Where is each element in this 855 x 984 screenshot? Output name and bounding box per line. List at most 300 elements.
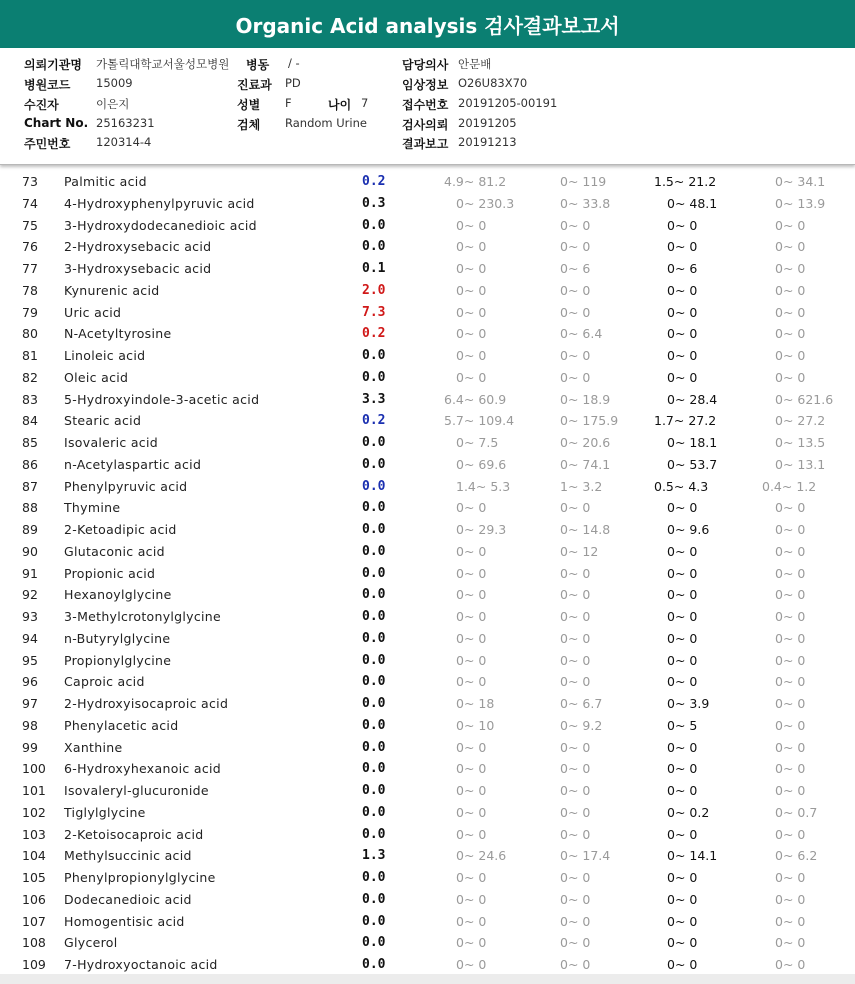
reference-range-3: 1.5~ 21.2 (654, 174, 717, 189)
reference-range-1: 0~ 0 (456, 913, 487, 929)
clinical-value: O26U83X70 (458, 76, 528, 90)
reference-range-3: 0~ 0 (667, 783, 698, 798)
reference-range-2: 0~ 0 (560, 500, 591, 516)
row-number: 99 (22, 739, 38, 755)
request-label: 검사의뢰 (402, 118, 449, 132)
result-value: 0.0 (362, 630, 386, 646)
row-number: 82 (22, 369, 38, 385)
table-row (0, 911, 855, 933)
receipt-label: 접수번호 (402, 98, 449, 112)
result-value: 0.2 (362, 413, 386, 429)
reference-range-1: 0~ 0 (456, 652, 487, 668)
reference-range-1: 0~ 10 (456, 717, 495, 733)
reference-range-2: 0~ 0 (560, 652, 591, 668)
reference-range-1: 0~ 0 (456, 326, 487, 342)
table-row (0, 497, 855, 519)
row-number: 88 (22, 500, 38, 516)
reference-range-3: 0~ 28.4 (667, 391, 718, 407)
compound-name: Propionic acid (64, 565, 156, 581)
request-value: 20191205 (458, 116, 517, 130)
table-row (0, 758, 855, 780)
table-row (0, 715, 855, 737)
compound-name: Oleic acid (64, 369, 129, 385)
reference-range-4: 0.4~ 1.2 (762, 478, 817, 494)
table-row (0, 737, 855, 759)
reference-range-3: 0~ 0 (667, 500, 698, 516)
reference-range-4: 0~ 0 (775, 369, 806, 385)
row-number: 102 (22, 804, 46, 820)
table-row (0, 236, 855, 258)
reference-range-4: 0~ 13.5 (775, 435, 826, 450)
reference-range-4: 0~ 0 (775, 326, 806, 342)
row-number: 74 (22, 195, 38, 211)
reference-range-1: 0~ 0 (456, 500, 487, 516)
reference-range-2: 0~ 14.8 (560, 522, 611, 537)
compound-name: Isovaleric acid (64, 435, 158, 450)
sex-label: 성별 (237, 98, 261, 112)
result-value: 0.0 (362, 348, 386, 363)
row-number: 106 (22, 891, 46, 907)
reference-range-3: 0~ 0 (667, 870, 698, 885)
compound-name: Stearic acid (64, 413, 142, 429)
row-number: 86 (22, 456, 38, 472)
reference-range-1: 0~ 7.5 (456, 435, 499, 450)
result-value: 0.0 (362, 239, 386, 255)
row-number: 104 (22, 848, 46, 864)
result-value: 0.0 (362, 543, 386, 559)
reference-range-1: 0~ 0 (456, 891, 487, 907)
reference-range-2: 0~ 0 (560, 935, 591, 951)
reference-range-1: 0~ 0 (456, 739, 487, 755)
ward-label: 병동 (246, 58, 270, 72)
reference-range-3: 0~ 9.6 (667, 522, 710, 537)
reference-range-1: 0~ 0 (456, 870, 487, 885)
reference-range-1: 0~ 0 (456, 609, 487, 624)
reference-range-4: 0~ 0 (775, 348, 806, 363)
reference-range-3: 0~ 0 (667, 282, 698, 298)
reference-range-3: 0~ 0 (667, 891, 698, 907)
compound-name: Phenylpyruvic acid (64, 478, 188, 494)
id-label: 주민번호 (24, 137, 71, 151)
clinical-label: 임상정보 (402, 78, 449, 92)
reference-range-2: 0~ 0 (560, 217, 591, 233)
hospital-label: 의뢰기관명 (24, 58, 82, 72)
reference-range-2: 0~ 12 (560, 543, 599, 559)
table-row (0, 628, 855, 650)
reference-range-3: 0~ 3.9 (667, 696, 710, 711)
hospital-value: 가톨릭대학교서울성모병원 (96, 57, 230, 71)
table-row (0, 584, 855, 606)
table-row (0, 410, 855, 432)
reference-range-3: 0~ 0 (667, 957, 698, 972)
result-value: 0.0 (362, 456, 386, 472)
compound-name: Phenylpropionylglycine (64, 870, 216, 885)
reference-range-4: 0~ 621.6 (775, 391, 834, 407)
table-row (0, 780, 855, 802)
result-value: 0.2 (362, 174, 386, 189)
reference-range-3: 0~ 0 (667, 739, 698, 755)
row-number: 91 (22, 565, 38, 581)
row-number: 80 (22, 326, 38, 342)
compound-name: 2-Ketoadipic acid (64, 522, 177, 537)
row-number: 83 (22, 391, 38, 407)
reference-range-3: 0~ 0 (667, 304, 698, 320)
reference-range-3: 0~ 53.7 (667, 456, 718, 472)
table-row (0, 606, 855, 628)
reference-range-4: 0~ 0 (775, 913, 806, 929)
reference-range-1: 0~ 230.3 (456, 195, 515, 211)
compound-name: Palmitic acid (64, 174, 147, 189)
reference-range-4: 0~ 27.2 (775, 413, 826, 429)
reference-range-1: 0~ 0 (456, 282, 487, 298)
compound-name: Isovaleryl-glucuronide (64, 783, 209, 798)
reference-range-2: 0~ 33.8 (560, 195, 611, 211)
row-number: 76 (22, 239, 38, 255)
row-number: 109 (22, 957, 46, 972)
row-number: 84 (22, 413, 38, 429)
reference-range-1: 0~ 0 (456, 935, 487, 951)
chart-value: 25163231 (96, 116, 155, 130)
row-number: 90 (22, 543, 38, 559)
compound-name: 3-Hydroxydodecanedioic acid (64, 217, 257, 233)
reference-range-1: 0~ 0 (456, 674, 487, 690)
table-row (0, 845, 855, 867)
table-row (0, 280, 855, 302)
reference-range-1: 0~ 0 (456, 761, 487, 777)
table-row (0, 432, 855, 454)
reference-range-4: 0~ 0.7 (775, 804, 818, 820)
compound-name: Thymine (64, 500, 121, 516)
table-row (0, 867, 855, 889)
reference-range-2: 0~ 0 (560, 282, 591, 298)
result-value: 0.0 (362, 804, 386, 820)
reference-range-3: 0~ 14.1 (667, 848, 718, 864)
specimen-label: 검체 (237, 118, 261, 132)
reference-range-2: 0~ 0 (560, 304, 591, 320)
code-label: 병원코드 (24, 78, 71, 92)
code-value: 15009 (96, 76, 133, 90)
dept-label: 진료과 (237, 78, 272, 92)
reference-range-4: 0~ 0 (775, 609, 806, 624)
reference-range-1: 0~ 18 (456, 696, 495, 711)
table-row (0, 323, 855, 345)
row-number: 75 (22, 217, 38, 233)
row-number: 93 (22, 609, 38, 624)
compound-name: Propionylglycine (64, 652, 172, 668)
compound-name: n-Acetylaspartic acid (64, 456, 202, 472)
reference-range-1: 0~ 0 (456, 348, 487, 363)
result-value: 0.0 (362, 435, 386, 450)
row-number: 81 (22, 348, 38, 363)
reference-range-2: 0~ 0 (560, 369, 591, 385)
id-value: 120314-4 (96, 135, 152, 149)
dept-value: PD (285, 76, 301, 90)
reference-range-1: 0~ 29.3 (456, 522, 507, 537)
table-row (0, 258, 855, 280)
reference-range-4: 0~ 0 (775, 239, 806, 255)
compound-name: Uric acid (64, 304, 122, 320)
compound-name: Dodecanedioic acid (64, 891, 192, 907)
reference-range-3: 0~ 0 (667, 239, 698, 255)
table-row (0, 193, 855, 215)
result-value: 0.0 (362, 957, 386, 972)
row-number: 107 (22, 913, 46, 929)
table-row (0, 215, 855, 237)
ward-value: / - (288, 56, 300, 70)
reference-range-3: 0~ 0 (667, 587, 698, 603)
reference-range-4: 0~ 0 (775, 304, 806, 320)
table-row (0, 541, 855, 563)
compound-name: Glycerol (64, 935, 118, 951)
reference-range-3: 0~ 0 (667, 369, 698, 385)
reference-range-4: 0~ 0 (775, 935, 806, 951)
row-number: 108 (22, 935, 46, 951)
compound-name: Xanthine (64, 739, 123, 755)
reference-range-2: 0~ 6.4 (560, 326, 603, 342)
reference-range-4: 0~ 0 (775, 543, 806, 559)
result-value: 0.0 (362, 826, 386, 842)
compound-name: 5-Hydroxyindole-3-acetic acid (64, 391, 260, 407)
row-number: 97 (22, 696, 38, 711)
table-row (0, 476, 855, 498)
result-value: 0.2 (362, 326, 386, 342)
report-label: 결과보고 (402, 137, 449, 151)
reference-range-4: 0~ 0 (775, 891, 806, 907)
reference-range-2: 0~ 0 (560, 348, 591, 363)
reference-range-2: 0~ 0 (560, 674, 591, 690)
row-number: 73 (22, 174, 38, 189)
reference-range-1: 0~ 24.6 (456, 848, 507, 864)
reference-range-1: 0~ 0 (456, 261, 487, 276)
result-value: 0.0 (362, 717, 386, 733)
reference-range-4: 0~ 0 (775, 282, 806, 298)
compound-name: Phenylacetic acid (64, 717, 179, 733)
compound-name: 2-Hydroxysebacic acid (64, 239, 212, 255)
result-value: 0.0 (362, 565, 386, 581)
reference-range-4: 0~ 6.2 (775, 848, 818, 864)
table-row (0, 345, 855, 367)
table-row (0, 671, 855, 693)
reference-range-4: 0~ 0 (775, 261, 806, 276)
result-value: 0.0 (362, 913, 386, 929)
reference-range-2: 0~ 0 (560, 630, 591, 646)
reference-range-1: 0~ 0 (456, 804, 487, 820)
result-value: 0.0 (362, 609, 386, 624)
sex-value: F (285, 96, 292, 110)
reference-range-2: 0~ 0 (560, 609, 591, 624)
compound-name: Glutaconic acid (64, 543, 165, 559)
compound-name: 2-Hydroxyisocaproic acid (64, 696, 229, 711)
results-table (0, 171, 855, 976)
result-value: 0.0 (362, 500, 386, 516)
table-row (0, 824, 855, 846)
reference-range-1: 0~ 0 (456, 783, 487, 798)
reference-range-3: 0.5~ 4.3 (654, 478, 709, 494)
reference-range-4: 0~ 0 (775, 565, 806, 581)
reference-range-2: 0~ 20.6 (560, 435, 611, 450)
reference-range-2: 0~ 0 (560, 957, 591, 972)
reference-range-1: 0~ 0 (456, 543, 487, 559)
reference-range-1: 0~ 69.6 (456, 456, 507, 472)
table-row (0, 650, 855, 672)
row-number: 103 (22, 826, 46, 842)
table-row (0, 932, 855, 954)
reference-range-1: 0~ 0 (456, 304, 487, 320)
result-value: 0.0 (362, 870, 386, 885)
collector-value: 이은지 (96, 97, 130, 111)
table-row (0, 563, 855, 585)
reference-range-4: 0~ 0 (775, 696, 806, 711)
row-number: 100 (22, 761, 46, 777)
age-value: 7 (361, 96, 369, 110)
specimen-value: Random Urine (285, 116, 367, 130)
reference-range-1: 0~ 0 (456, 957, 487, 972)
row-number: 85 (22, 435, 38, 450)
compound-name: N-Acetyltyrosine (64, 326, 172, 342)
reference-range-3: 0~ 0 (667, 761, 698, 777)
reference-range-4: 0~ 13.1 (775, 456, 826, 472)
reference-range-1: 0~ 0 (456, 239, 487, 255)
reference-range-3: 0~ 6 (667, 261, 698, 276)
reference-range-3: 0~ 0 (667, 326, 698, 342)
result-value: 0.0 (362, 217, 386, 233)
reference-range-4: 0~ 0 (775, 717, 806, 733)
reference-range-1: 0~ 0 (456, 369, 487, 385)
result-value: 0.0 (362, 761, 386, 777)
reference-range-1: 6.4~ 60.9 (444, 391, 507, 407)
reference-range-1: 0~ 0 (456, 630, 487, 646)
compound-name: Hexanoylglycine (64, 587, 172, 603)
reference-range-2: 0~ 0 (560, 239, 591, 255)
compound-name: Linoleic acid (64, 348, 146, 363)
reference-range-2: 0~ 0 (560, 804, 591, 820)
reference-range-2: 0~ 0 (560, 870, 591, 885)
doctor-value: 안문배 (458, 57, 492, 71)
result-value: 0.1 (362, 261, 386, 276)
reference-range-1: 0~ 0 (456, 217, 487, 233)
row-number: 87 (22, 478, 38, 494)
compound-name: 3-Methylcrotonylglycine (64, 609, 222, 624)
reference-range-1: 0~ 0 (456, 826, 487, 842)
reference-range-4: 0~ 0 (775, 500, 806, 516)
table-row (0, 302, 855, 324)
result-value: 0.0 (362, 587, 386, 603)
reference-range-4: 0~ 13.9 (775, 195, 826, 211)
reference-range-1: 1.4~ 5.3 (456, 478, 511, 494)
row-number: 96 (22, 674, 38, 690)
result-value: 0.0 (362, 478, 386, 494)
reference-range-2: 1~ 3.2 (560, 478, 603, 494)
reference-range-2: 0~ 0 (560, 913, 591, 929)
reference-range-4: 0~ 0 (775, 674, 806, 690)
table-row (0, 693, 855, 715)
reference-range-3: 0~ 0 (667, 826, 698, 842)
reference-range-4: 0~ 0 (775, 761, 806, 777)
reference-range-3: 0~ 0 (667, 565, 698, 581)
compound-name: Kynurenic acid (64, 282, 160, 298)
reference-range-2: 0~ 17.4 (560, 848, 611, 864)
reference-range-1: 4.9~ 81.2 (444, 174, 507, 189)
row-number: 77 (22, 261, 38, 276)
reference-range-2: 0~ 119 (560, 174, 607, 189)
reference-range-4: 0~ 0 (775, 652, 806, 668)
reference-range-3: 0~ 0 (667, 543, 698, 559)
report-value: 20191213 (458, 135, 517, 149)
reference-range-4: 0~ 0 (775, 870, 806, 885)
compound-name: n-Butyrylglycine (64, 630, 171, 646)
reference-range-3: 0~ 0 (667, 348, 698, 363)
reference-range-2: 0~ 0 (560, 739, 591, 755)
row-number: 105 (22, 870, 46, 885)
result-value: 0.3 (362, 195, 386, 211)
reference-range-2: 0~ 9.2 (560, 717, 603, 733)
result-value: 0.0 (362, 369, 386, 385)
row-number: 79 (22, 304, 38, 320)
row-number: 89 (22, 522, 38, 537)
reference-range-3: 0~ 0 (667, 674, 698, 690)
reference-range-2: 0~ 0 (560, 783, 591, 798)
compound-name: 7-Hydroxyoctanoic acid (64, 957, 218, 972)
compound-name: Tiglylglycine (64, 804, 146, 820)
reference-range-2: 0~ 0 (560, 565, 591, 581)
result-value: 0.0 (362, 652, 386, 668)
result-value: 2.0 (362, 282, 386, 298)
reference-range-2: 0~ 18.9 (560, 391, 611, 407)
reference-range-3: 0~ 0 (667, 652, 698, 668)
doctor-label: 담당의사 (402, 58, 449, 72)
result-value: 0.0 (362, 891, 386, 907)
reference-range-3: 0~ 0 (667, 609, 698, 624)
reference-range-3: 0~ 0 (667, 630, 698, 646)
compound-name: Methylsuccinic acid (64, 848, 192, 864)
result-value: 0.0 (362, 935, 386, 951)
reference-range-4: 0~ 0 (775, 217, 806, 233)
reference-range-4: 0~ 0 (775, 826, 806, 842)
collector-label: 수진자 (24, 98, 59, 112)
reference-range-3: 0~ 0 (667, 913, 698, 929)
row-number: 94 (22, 630, 38, 646)
result-value: 1.3 (362, 848, 386, 864)
row-number: 92 (22, 587, 38, 603)
row-number: 78 (22, 282, 38, 298)
result-value: 3.3 (362, 391, 386, 407)
reference-range-2: 0~ 0 (560, 761, 591, 777)
compound-name: 4-Hydroxyphenylpyruvic acid (64, 195, 255, 211)
table-row (0, 171, 855, 193)
report-title: Organic Acid analysis 검사결과보고서 (0, 0, 855, 48)
result-value: 0.0 (362, 522, 386, 537)
result-value: 0.0 (362, 674, 386, 690)
table-row (0, 954, 855, 976)
result-value: 0.0 (362, 696, 386, 711)
reference-range-3: 0~ 0 (667, 217, 698, 233)
table-row (0, 454, 855, 476)
reference-range-2: 0~ 6.7 (560, 696, 603, 711)
compound-name: Caproic acid (64, 674, 145, 690)
reference-range-4: 0~ 0 (775, 522, 806, 537)
reference-range-2: 0~ 0 (560, 587, 591, 603)
table-row (0, 389, 855, 411)
compound-name: 6-Hydroxyhexanoic acid (64, 761, 221, 777)
patient-info-panel (0, 48, 855, 165)
reference-range-3: 0~ 0.2 (667, 804, 710, 820)
receipt-value: 20191205-00191 (458, 96, 558, 110)
reference-range-2: 0~ 6 (560, 261, 591, 276)
row-number: 98 (22, 717, 38, 733)
reference-range-2: 0~ 175.9 (560, 413, 619, 429)
table-row (0, 802, 855, 824)
reference-range-3: 0~ 0 (667, 935, 698, 951)
